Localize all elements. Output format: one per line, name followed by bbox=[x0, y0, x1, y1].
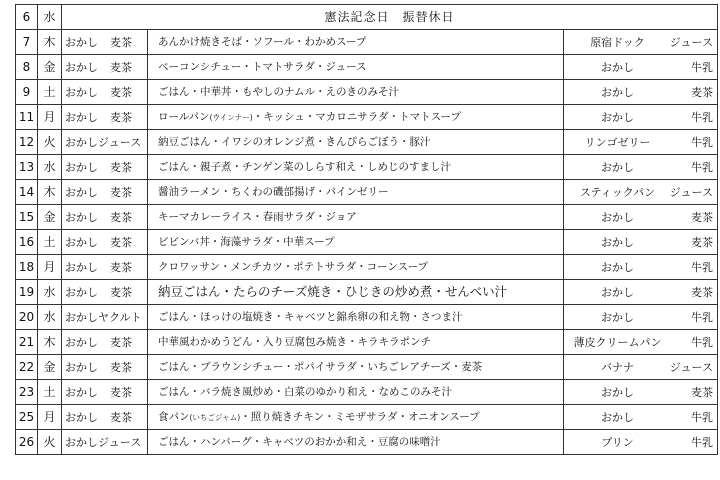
morning-snack bbox=[62, 380, 148, 405]
morning-snack bbox=[62, 405, 148, 430]
lunch-text-rest: ・照り焼きチキン・ミモザサラダ・オニオンスープ bbox=[240, 410, 480, 423]
day-number: 18 bbox=[16, 255, 38, 280]
menu-row bbox=[16, 230, 718, 255]
lunch-menu bbox=[148, 230, 564, 255]
morning-snack-food: おかし bbox=[65, 60, 98, 74]
menu-row bbox=[16, 105, 718, 130]
morning-snack bbox=[62, 130, 148, 155]
afternoon-snack-food: おかし bbox=[601, 60, 634, 74]
day-number: 23 bbox=[16, 380, 38, 405]
weekday: 火 bbox=[38, 130, 62, 155]
afternoon-snack bbox=[564, 205, 718, 230]
morning-snack-drink: 麦茶 bbox=[110, 410, 132, 424]
weekday: 木 bbox=[38, 180, 62, 205]
morning-snack-drink: 麦茶 bbox=[110, 210, 132, 224]
afternoon-snack bbox=[564, 80, 718, 105]
afternoon-snack-drink: 麦茶 bbox=[691, 85, 714, 99]
afternoon-snack-food: おかし bbox=[601, 285, 634, 299]
morning-snack bbox=[62, 55, 148, 80]
afternoon-snack-food: スティックパン bbox=[579, 185, 656, 199]
afternoon-snack-drink: 麦茶 bbox=[691, 235, 714, 249]
afternoon-snack bbox=[564, 405, 718, 430]
morning-snack bbox=[62, 330, 148, 355]
lunch-menu bbox=[148, 330, 564, 355]
lunch-text: ごはん・ハンバーグ・キャベツのおかか和え・豆腐の味噌汁 bbox=[158, 435, 441, 448]
morning-snack-food: おかし bbox=[65, 335, 98, 349]
afternoon-snack-drink: 牛乳 bbox=[691, 410, 714, 424]
day-number: 21 bbox=[16, 330, 38, 355]
morning-snack bbox=[62, 355, 148, 380]
morning-snack-food: おかし bbox=[65, 435, 98, 449]
morning-snack-drink: 麦茶 bbox=[110, 35, 132, 49]
weekday: 木 bbox=[38, 330, 62, 355]
lunch-text: 中華風わかめうどん・入り豆腐包み焼き・キラキラポンチ bbox=[158, 335, 431, 348]
weekday: 月 bbox=[38, 405, 62, 430]
afternoon-snack-food: おかし bbox=[601, 160, 634, 174]
lunch-text: 納豆ごはん・たらのチーズ焼き・ひじきの炒め煮・せんべい汁 bbox=[158, 283, 508, 299]
day-number: 14 bbox=[16, 180, 38, 205]
day-number: 26 bbox=[16, 430, 38, 455]
afternoon-snack bbox=[564, 305, 718, 330]
morning-snack bbox=[62, 280, 148, 305]
morning-snack bbox=[62, 180, 148, 205]
menu-row bbox=[16, 305, 718, 330]
morning-snack-food: おかし bbox=[65, 310, 98, 324]
morning-snack-food: おかし bbox=[65, 110, 98, 124]
lunch-text: あんかけ焼きそば・ソフール・わかめスープ bbox=[158, 35, 367, 48]
lunch-text: ロールパン bbox=[158, 110, 210, 123]
morning-snack-food: おかし bbox=[65, 85, 98, 99]
menu-row bbox=[16, 255, 718, 280]
lunch-menu bbox=[148, 305, 564, 330]
afternoon-snack-drink: ジュース bbox=[669, 185, 714, 199]
lunch-menu bbox=[148, 380, 564, 405]
afternoon-snack-food: おかし bbox=[601, 310, 634, 324]
afternoon-snack-food: 薄皮クリームパン bbox=[573, 335, 662, 349]
menu-row bbox=[16, 405, 718, 430]
day-number: 13 bbox=[16, 155, 38, 180]
menu-row bbox=[16, 80, 718, 105]
afternoon-snack bbox=[564, 430, 718, 455]
lunch-text: 納豆ごはん・イワシのオレンジ煮・きんぴらごぼう・豚汁 bbox=[158, 135, 431, 148]
afternoon-snack-drink: ジュース bbox=[669, 360, 714, 374]
weekday: 水 bbox=[38, 5, 62, 30]
morning-snack-drink: 麦茶 bbox=[110, 235, 132, 249]
lunch-menu bbox=[148, 30, 564, 55]
morning-snack-drink: 麦茶 bbox=[110, 335, 132, 349]
morning-snack-food: おかし bbox=[65, 235, 98, 249]
morning-snack bbox=[62, 155, 148, 180]
afternoon-snack bbox=[564, 55, 718, 80]
afternoon-snack-drink: ジュース bbox=[669, 35, 714, 49]
afternoon-snack bbox=[564, 355, 718, 380]
morning-snack-food: おかし bbox=[65, 285, 98, 299]
afternoon-snack-drink: 牛乳 bbox=[691, 335, 714, 349]
afternoon-snack-food: おかし bbox=[601, 85, 634, 99]
morning-snack bbox=[62, 305, 148, 330]
lunch-menu bbox=[148, 355, 564, 380]
afternoon-snack bbox=[564, 180, 718, 205]
menu-row bbox=[16, 280, 718, 305]
morning-snack-food: おかし bbox=[65, 160, 98, 174]
afternoon-snack-food: おかし bbox=[601, 260, 634, 274]
menu-row bbox=[16, 205, 718, 230]
morning-snack bbox=[62, 105, 148, 130]
weekday: 金 bbox=[38, 55, 62, 80]
afternoon-snack-drink: 牛乳 bbox=[691, 260, 714, 274]
afternoon-snack bbox=[564, 155, 718, 180]
morning-snack bbox=[62, 30, 148, 55]
menu-row bbox=[16, 155, 718, 180]
lunch-menu bbox=[148, 180, 564, 205]
morning-snack-food: おかし bbox=[65, 185, 98, 199]
afternoon-snack-drink: 牛乳 bbox=[691, 435, 714, 449]
day-number: 12 bbox=[16, 130, 38, 155]
weekday: 月 bbox=[38, 255, 62, 280]
morning-snack-drink: 麦茶 bbox=[110, 385, 132, 399]
morning-snack-food: おかし bbox=[65, 260, 98, 274]
weekday: 金 bbox=[38, 355, 62, 380]
afternoon-snack-drink: 牛乳 bbox=[691, 135, 714, 149]
lunch-text: ビビンバ丼・海藻サラダ・中華スープ bbox=[158, 235, 335, 248]
morning-snack-drink: ジュース bbox=[98, 135, 142, 149]
afternoon-snack-drink: 牛乳 bbox=[691, 60, 714, 74]
afternoon-snack bbox=[564, 380, 718, 405]
afternoon-snack-food: おかし bbox=[601, 235, 634, 249]
lunch-menu bbox=[148, 105, 564, 130]
afternoon-snack-food: リンゴゼリー bbox=[584, 135, 651, 149]
weekday: 水 bbox=[38, 280, 62, 305]
lunch-text: ごはん・ブラウンシチュー・ポパイサラダ・いちごレアチーズ・麦茶 bbox=[158, 360, 483, 373]
menu-table bbox=[15, 4, 718, 455]
day-number: 7 bbox=[16, 30, 38, 55]
lunch-menu bbox=[148, 205, 564, 230]
afternoon-snack-food: 原宿ドック bbox=[590, 35, 645, 49]
day-number: 15 bbox=[16, 205, 38, 230]
holiday-row bbox=[16, 5, 718, 30]
day-number: 9 bbox=[16, 80, 38, 105]
lunch-menu bbox=[148, 80, 564, 105]
weekday: 土 bbox=[38, 80, 62, 105]
morning-snack-drink: 麦茶 bbox=[110, 260, 132, 274]
lunch-text: ベーコンシチュー・トマトサラダ・ジュース bbox=[158, 60, 367, 73]
afternoon-snack-food: おかし bbox=[601, 385, 634, 399]
morning-snack-food: おかし bbox=[65, 410, 98, 424]
day-number: 20 bbox=[16, 305, 38, 330]
afternoon-snack bbox=[564, 330, 718, 355]
lunch-text: ごはん・バラ焼き風炒め・白菜のゆかり和え・なめこのみそ汁 bbox=[158, 385, 452, 398]
lunch-text: ごはん・親子煮・チンゲン菜のしらす和え・しめじのすまし汁 bbox=[158, 160, 452, 173]
morning-snack-food: おかし bbox=[65, 385, 98, 399]
menu-row bbox=[16, 180, 718, 205]
lunch-menu bbox=[148, 255, 564, 280]
morning-snack-food: おかし bbox=[65, 135, 98, 149]
day-number: 16 bbox=[16, 230, 38, 255]
morning-snack-drink: ヤクルト bbox=[98, 310, 142, 324]
menu-row bbox=[16, 380, 718, 405]
afternoon-snack-drink: 牛乳 bbox=[691, 160, 714, 174]
menu-row bbox=[16, 355, 718, 380]
morning-snack-drink: ジュース bbox=[98, 435, 142, 449]
lunch-menu bbox=[148, 155, 564, 180]
morning-snack bbox=[62, 80, 148, 105]
weekday: 火 bbox=[38, 430, 62, 455]
lunch-text: ごはん・ほっけの塩焼き・キャベツと錦糸卵の和え物・さつま汁 bbox=[158, 310, 463, 323]
menu-body bbox=[16, 5, 718, 455]
afternoon-snack-food: おかし bbox=[601, 410, 634, 424]
lunch-note: (いちごジャム) bbox=[189, 412, 241, 422]
lunch-menu bbox=[148, 55, 564, 80]
morning-snack-food: おかし bbox=[65, 360, 98, 374]
morning-snack bbox=[62, 255, 148, 280]
morning-snack-drink: 麦茶 bbox=[110, 85, 132, 99]
lunch-text: キーマカレーライス・春雨サラダ・ジョア bbox=[158, 210, 357, 223]
morning-snack bbox=[62, 205, 148, 230]
morning-snack-drink: 麦茶 bbox=[110, 285, 132, 299]
morning-snack-drink: 麦茶 bbox=[110, 110, 132, 124]
lunch-text: 食パン bbox=[158, 410, 190, 423]
afternoon-snack bbox=[564, 230, 718, 255]
day-number: 25 bbox=[16, 405, 38, 430]
lunch-text: ごはん・中華丼・もやしのナムル・えのきのみそ汁 bbox=[158, 85, 399, 98]
day-number: 8 bbox=[16, 55, 38, 80]
lunch-menu bbox=[148, 430, 564, 455]
weekday: 月 bbox=[38, 105, 62, 130]
afternoon-snack bbox=[564, 280, 718, 305]
menu-row bbox=[16, 130, 718, 155]
morning-snack bbox=[62, 430, 148, 455]
afternoon-snack-drink: 麦茶 bbox=[691, 210, 714, 224]
day-number: 19 bbox=[16, 280, 38, 305]
day-number: 22 bbox=[16, 355, 38, 380]
afternoon-snack-drink: 牛乳 bbox=[691, 110, 714, 124]
afternoon-snack bbox=[564, 255, 718, 280]
lunch-menu bbox=[148, 405, 564, 430]
afternoon-snack-drink: 牛乳 bbox=[691, 310, 714, 324]
morning-snack-food: おかし bbox=[65, 210, 98, 224]
morning-snack-food: おかし bbox=[65, 35, 98, 49]
morning-snack bbox=[62, 230, 148, 255]
lunch-text-rest: ・キッシュ・マカロニサラダ・トマトスープ bbox=[252, 110, 462, 123]
day-number: 6 bbox=[16, 5, 38, 30]
weekday: 水 bbox=[38, 305, 62, 330]
menu-row bbox=[16, 30, 718, 55]
afternoon-snack bbox=[564, 30, 718, 55]
afternoon-snack bbox=[564, 130, 718, 155]
menu-row bbox=[16, 330, 718, 355]
afternoon-snack-drink: 麦茶 bbox=[691, 285, 714, 299]
morning-snack-drink: 麦茶 bbox=[110, 160, 132, 174]
afternoon-snack-drink: 麦茶 bbox=[691, 385, 714, 399]
lunch-menu bbox=[148, 130, 564, 155]
weekday: 土 bbox=[38, 230, 62, 255]
weekday: 土 bbox=[38, 380, 62, 405]
afternoon-snack-food: おかし bbox=[601, 210, 634, 224]
lunch-menu bbox=[148, 280, 564, 305]
lunch-text: 醤油ラーメン・ちくわの磯部揚げ・パインゼリー bbox=[158, 185, 389, 198]
afternoon-snack-food: バナナ bbox=[601, 360, 634, 374]
menu-row bbox=[16, 430, 718, 455]
afternoon-snack bbox=[564, 105, 718, 130]
weekday: 木 bbox=[38, 30, 62, 55]
morning-snack-drink: 麦茶 bbox=[110, 185, 132, 199]
afternoon-snack-food: プリン bbox=[601, 435, 634, 449]
morning-snack-drink: 麦茶 bbox=[110, 60, 132, 74]
afternoon-snack-food: おかし bbox=[601, 110, 634, 124]
lunch-note: (ウインナー) bbox=[209, 112, 253, 122]
day-number: 11 bbox=[16, 105, 38, 130]
lunch-text: クロワッサン・メンチカツ・ポテトサラダ・コーンスープ bbox=[158, 260, 429, 273]
holiday-title: 憲法記念日 振替休日 bbox=[62, 5, 718, 30]
weekday: 金 bbox=[38, 205, 62, 230]
morning-snack-drink: 麦茶 bbox=[110, 360, 132, 374]
weekday: 水 bbox=[38, 155, 62, 180]
menu-row bbox=[16, 55, 718, 80]
